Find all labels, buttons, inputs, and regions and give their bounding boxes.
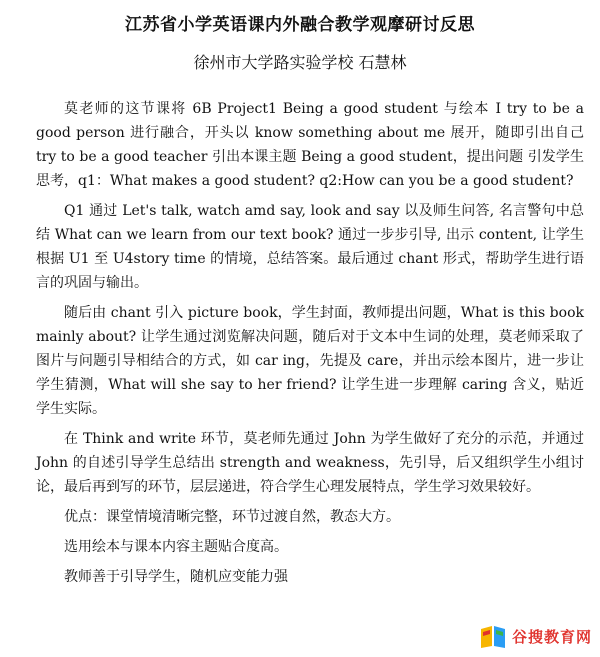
paragraph-6: 选用绘本与课本内容主题贴合度高。 — [64, 539, 288, 555]
paragraph-5: 优点：课堂情境清晰完整，环节过渡自然，教态大方。 — [64, 509, 400, 525]
colorful-book-logo-icon — [478, 621, 508, 651]
paragraph-4: 在 Think and write 环节，莫老师先通过 John 为学生做好了充分的示范，并通过 John 的自述引导学生总结出 strength and weakness，先引导，后又组织学生小组讨论，最后再到写的环节，层层递进，符合学生心理发展特点，学生学习效果较好。 — [36, 431, 584, 495]
paragraph-3: 随后由 chant 引入 picture book，学生封面，教师提出问题，What is this book mainly about? 让学生通过浏览解决问题，随后对于文本中生词的处理，莫老师采取了图片与问题引导相结合的方式，如 car ing，先提及 care，并出示绘本图片，进一步让学生猜测，What will she say to her friend? 让学生进一步理解 caring 含义，贴近学生实际。 — [36, 305, 584, 417]
watermark-text: 谷搜教育网 — [512, 627, 593, 646]
document-title: 江苏省小学英语课内外融合教学观摩研讨反思 — [125, 15, 475, 35]
author-line: 徐州市大学路实验学校 石慧林 — [193, 53, 407, 72]
document-body — [36, 97, 584, 595]
paragraph-7: 教师善于引导学生，随机应变能力强 — [64, 569, 288, 585]
paragraph-1: 莫老师的这节课将 6B Project1 Being a good student 与绘本 I try to be a good person 进行融合，开头以 know something about me 展开，随即引出自己 try to be a good teacher 引出本课主题 Being a good student，提出问题 引发学生思考，q1：What makes a good student? q2:How can you be a good student? — [36, 101, 584, 189]
paragraph-2: Q1 通过 Let's talk, watch amd say, look and say 以及师生问答, 名言警句中总结 What can we learn from our text book? 通过一步步引导, 出示 content, 让学生根据 U1 至 U4story time 的情境，总结答案。最后通过 chant 形式，帮助学生进行语言的巩固与输出。 — [36, 203, 584, 291]
site-watermark — [478, 618, 598, 654]
